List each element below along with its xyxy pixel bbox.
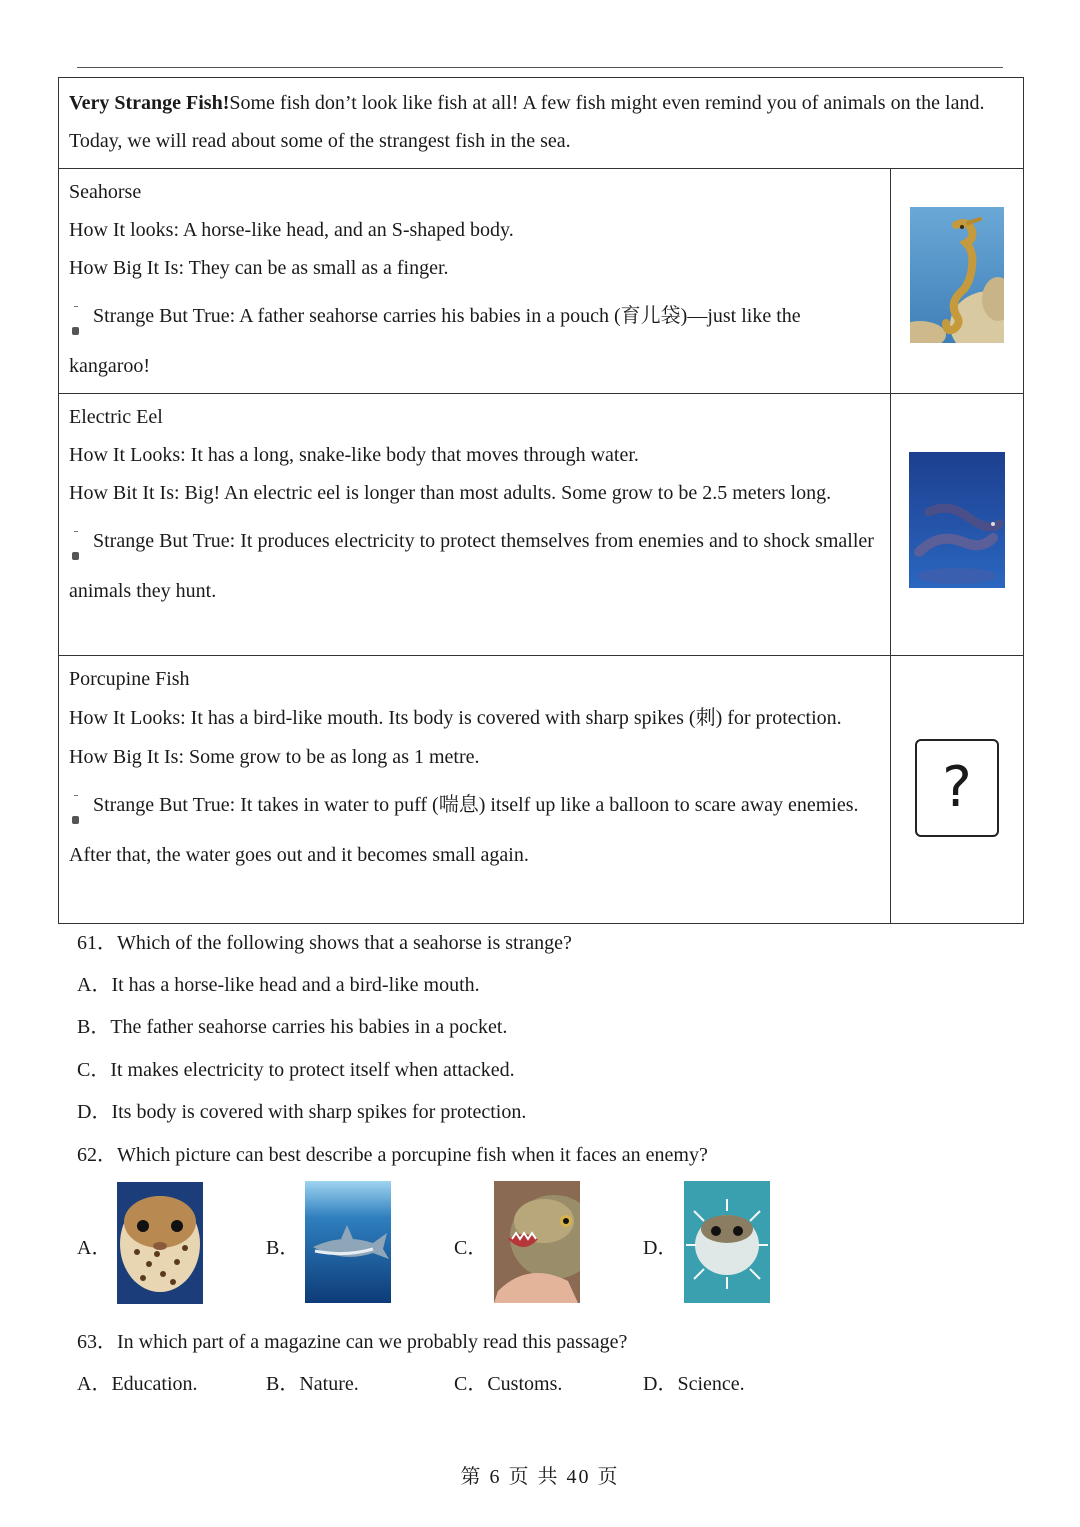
spiky-porcupine-fish-photo[interactable] (684, 1181, 770, 1303)
fish-row-seahorse (59, 169, 1024, 394)
option-text: It makes electricity to protect itself when attacked. (110, 1059, 515, 1081)
option-text: Education. (111, 1373, 198, 1395)
passage-table (58, 77, 1024, 924)
fish-text-cell (59, 656, 891, 924)
fish-size: How Bit It Is: Big! An electric eel is longer than most adults. Some grow to be 2.5 meters long. (69, 482, 832, 504)
lightbulb-icon (69, 531, 83, 561)
question-61 (77, 926, 572, 955)
option-62-b-label[interactable]: B． (266, 1237, 300, 1259)
option-label: D． (643, 1373, 678, 1395)
option-text: Nature. (299, 1373, 359, 1395)
fish-size: How Big It Is: Some grow to be as long as 1 metre. (69, 746, 480, 768)
option-62-a-label[interactable]: A． (77, 1237, 112, 1259)
puffed-pufferfish-photo[interactable] (117, 1182, 203, 1304)
option-61-c[interactable] (77, 1053, 515, 1082)
fish-fact-line (69, 516, 880, 616)
piranha-photo[interactable] (494, 1181, 580, 1303)
option-62-c-label[interactable]: C． (454, 1237, 488, 1259)
intro-text: Some fish don’t look like fish at all! A few fish might even remind you of animals on the land. Today, we will read about some of the strangest fish in the sea. (69, 92, 985, 152)
fish-image-cell (891, 394, 1024, 656)
fish-row-electric-eel (59, 394, 1024, 656)
option-63-c[interactable] (454, 1367, 562, 1396)
question-number: 63． (77, 1331, 117, 1353)
intro-cell (59, 78, 1024, 169)
option-text: Its body is covered with sharp spikes for protection. (111, 1101, 527, 1123)
header-rule (77, 67, 1003, 68)
question-number: 61． (77, 932, 117, 954)
intro-row (59, 78, 1024, 169)
option-text: Science. (677, 1373, 745, 1395)
option-63-a[interactable] (77, 1367, 198, 1396)
fish-fact: Strange But True: It takes in water to puff (喘息) itself up like a balloon to scare away enemies. After that, the water goes out and it becomes small again. (69, 794, 859, 866)
fish-image-cell (891, 656, 1024, 924)
option-label: C． (77, 1059, 111, 1081)
option-label: D． (77, 1101, 112, 1123)
question-text: Which of the following shows that a seahorse is strange? (117, 932, 572, 954)
fish-fact: Strange But True: It produces electricity to protect themselves from enemies and to shock smaller animals they hunt. (69, 530, 874, 602)
option-label: C． (454, 1373, 488, 1395)
electric-eel-photo (909, 452, 1005, 588)
option-63-d[interactable] (643, 1367, 745, 1396)
option-label: B． (77, 1016, 111, 1038)
fish-looks: How It looks: A horse-like head, and an S-shaped body. (69, 219, 514, 241)
option-label: A． (77, 1373, 112, 1395)
option-61-d[interactable] (77, 1095, 526, 1124)
fish-fact: Strange But True: A father seahorse carries his babies in a pouch (育儿袋)—just like the kangaroo! (69, 305, 801, 377)
question-text: In which part of a magazine can we probably read this passage? (117, 1331, 628, 1353)
fish-name: Seahorse (69, 181, 142, 203)
seahorse-photo (910, 207, 1004, 343)
fish-size: How Big It Is: They can be as small as a finger. (69, 257, 449, 279)
fish-fact-line (69, 291, 880, 391)
option-text: Customs. (487, 1373, 563, 1395)
option-label: B． (266, 1373, 300, 1395)
page-footer: 第 6 页 共 40 页 (460, 1466, 620, 1488)
question-mark-box: ? (915, 739, 999, 837)
lightbulb-icon (69, 306, 83, 336)
option-61-a[interactable] (77, 968, 480, 997)
option-text: It has a horse-like head and a bird-like mouth. (111, 974, 480, 996)
option-61-b[interactable] (77, 1010, 507, 1039)
fish-name: Porcupine Fish (69, 668, 190, 690)
option-text: The father seahorse carries his babies in a pocket. (110, 1016, 508, 1038)
fish-row-porcupine-fish (59, 656, 1024, 924)
fish-name: Electric Eel (69, 406, 163, 428)
fish-fact-line (69, 780, 880, 880)
fish-looks: How It Looks: It has a long, snake-like body that moves through water. (69, 444, 639, 466)
fish-text-cell (59, 169, 891, 394)
lightbulb-icon (69, 795, 83, 825)
fish-text-cell (59, 394, 891, 656)
question-62 (77, 1138, 708, 1167)
question-number: 62． (77, 1144, 117, 1166)
fish-looks: How It Looks: It has a bird-like mouth. Its body is covered with sharp spikes (刺) for protection. (69, 707, 842, 729)
intro-title: Very Strange Fish! (69, 92, 230, 114)
option-label: A． (77, 974, 112, 996)
fish-image-cell (891, 169, 1024, 394)
question-text: Which picture can best describe a porcupine fish when it faces an enemy? (117, 1144, 708, 1166)
shark-photo[interactable] (305, 1181, 391, 1303)
question-63 (77, 1325, 627, 1354)
option-63-b[interactable] (266, 1367, 359, 1396)
intro-paragraph (69, 84, 1013, 160)
option-62-d-label[interactable]: D． (643, 1237, 678, 1259)
